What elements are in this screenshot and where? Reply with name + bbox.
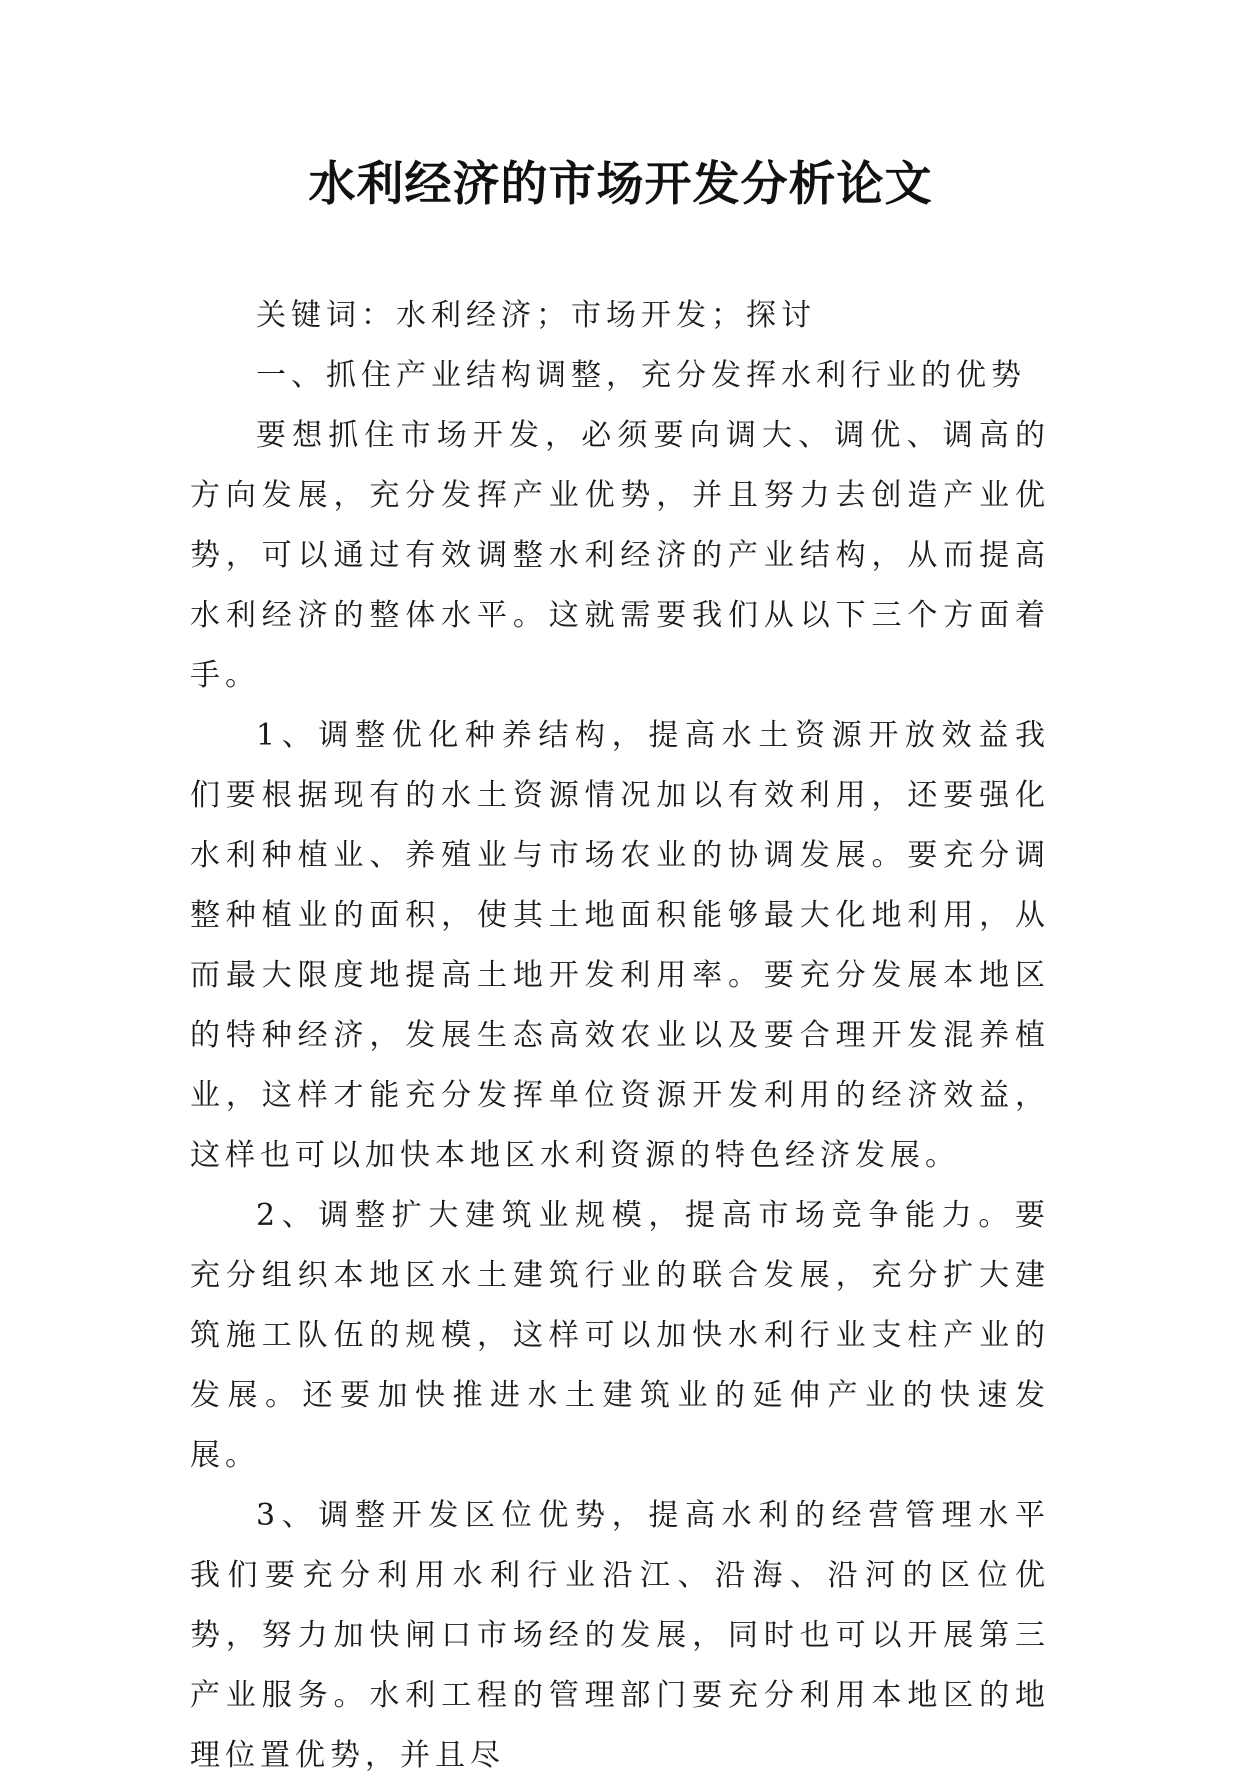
body-paragraph: 要想抓住市场开发，必须要向调大、调优、调高的方向发展，充分发挥产业优势，并且努力去创造产业优势，可以通过有效调整水利经济的产业结构，从而提高水利经济的整体水平。这就需要我们从以下三个方面着手。 <box>190 418 1050 693</box>
body-paragraph: 3、调整开发区位优势，提高水利的经营管理水平我们要充分利用水利行业沿江、沿海、沿河的区位优势，努力加快闸口市场经的发展，同时也可以开展第三产业服务。水利工程的管理部门要充分利用本地区的地理位置优势，并且尽 <box>190 1498 1050 1773</box>
body-paragraph: 1、调整优化种养结构，提高水土资源开放效益我们要根据现有的水土资源情况加以有效利用，还要强化水利种植业、养殖业与市场农业的协调发展。要充分调整种植业的面积，使其土地面积能够最大化地利用，从而最大限度地提高土地开发利用率。要充分发展本地区的特种经济，发展生态高效农业以及要合理开发混养植业，这样才能充分发挥单位资源开发利用的经济效益，这样也可以加快本地区水利资源的特色经济发展。 <box>190 718 1050 1173</box>
document-body <box>190 286 1050 1786</box>
section-heading-1: 一、抓住产业结构调整，充分发挥水利行业的优势 <box>256 358 1026 393</box>
keywords-paragraph: 关键词：水利经济；市场开发；探讨 <box>256 298 816 333</box>
body-paragraph: 2、调整扩大建筑业规模，提高市场竞争能力。要充分组织本地区水土建筑行业的联合发展，充分扩大建筑施工队伍的规模，这样可以加快水利行业支柱产业的发展。还要加快推进水土建筑业的延伸产业的快速发展。 <box>190 1198 1050 1473</box>
document-title: 水利经济的市场开发分析论文 <box>308 157 933 212</box>
